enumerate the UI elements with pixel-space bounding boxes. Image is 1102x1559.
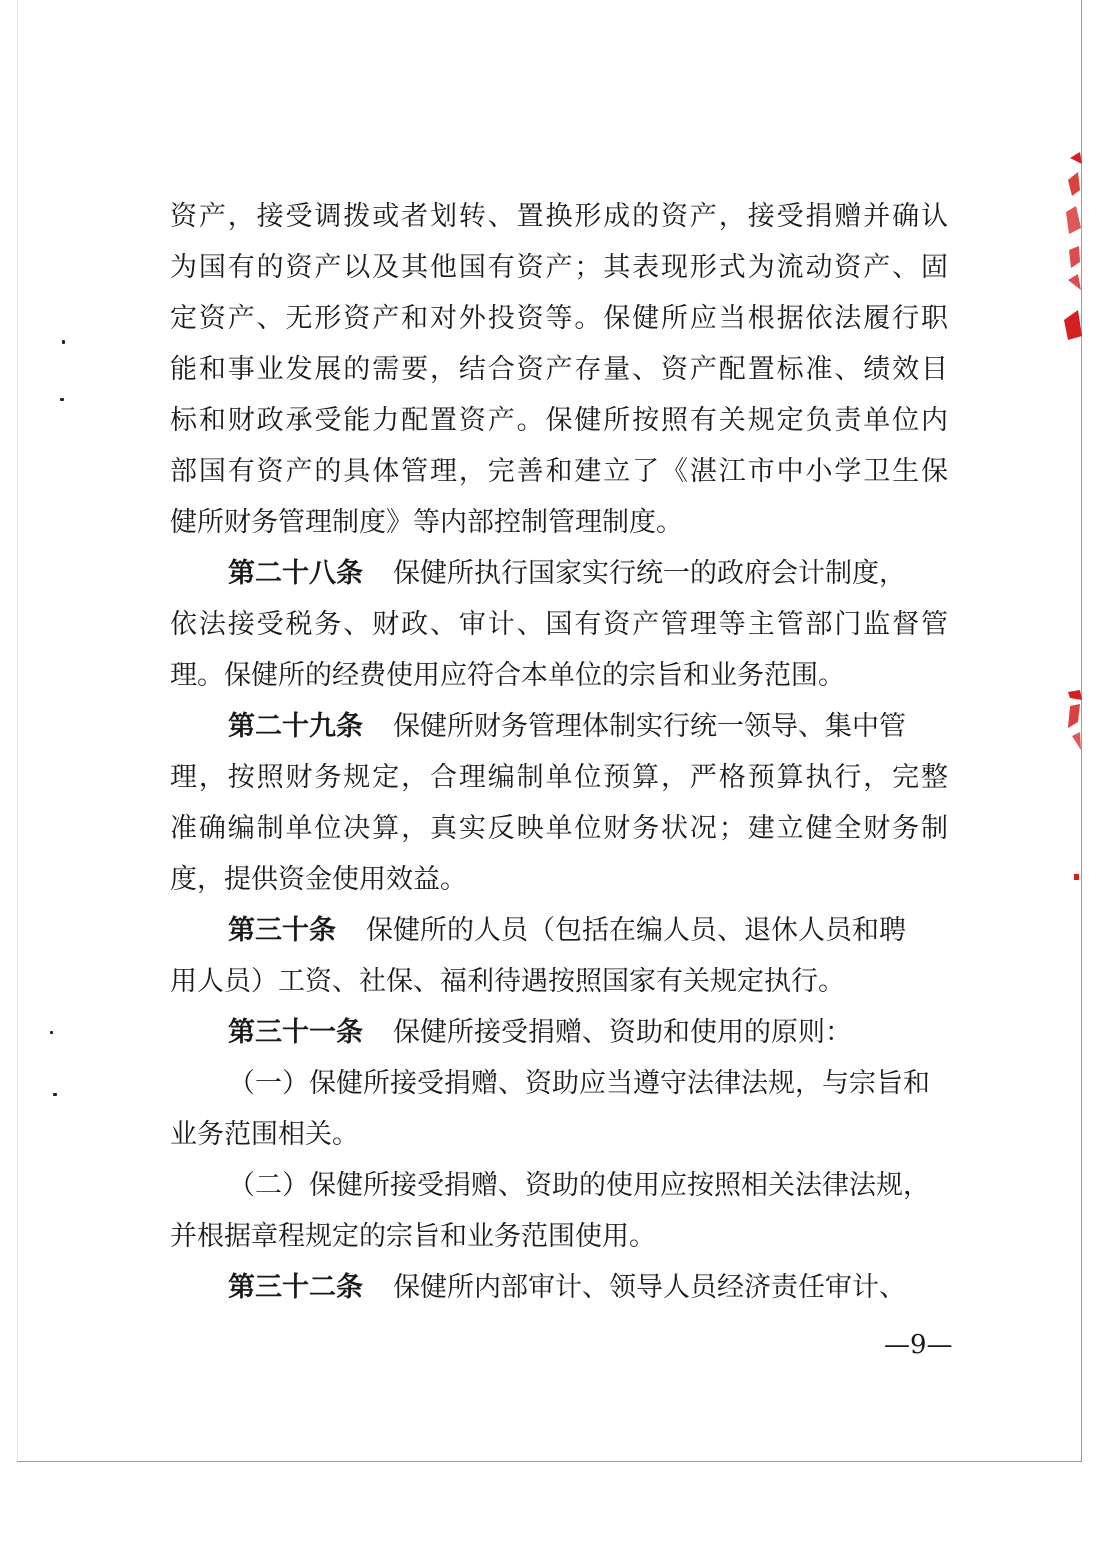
article-31-first-line <box>228 1016 852 1050</box>
body-line: 理。保健所的经费使用应符合本单位的宗旨和业务范围。 <box>170 660 845 691</box>
body-line: 为国有的资产以及其他国有资产；其表现形式为流动资产、固 <box>170 252 948 283</box>
article-29-text: 保健所财务管理体制实行统一领导、集中管 <box>393 711 906 742</box>
list-item-2: （二）保健所接受捐赠、资助的使用应按照相关法律法规， <box>228 1170 930 1201</box>
article-32-text: 保健所内部审计、领导人员经济责任审计、 <box>393 1272 906 1303</box>
seal-stamp-fragment-icon <box>1062 688 1084 760</box>
body-line: 理，按照财务规定，合理编制单位预算，严格预算执行，完整 <box>170 762 948 793</box>
article-30-title: 第三十条 <box>228 915 336 946</box>
list-item-2-continued: 并根据章程规定的宗旨和业务范围使用。 <box>170 1221 656 1252</box>
article-29-first-line <box>228 710 906 744</box>
article-31-text: 保健所接受捐赠、资助和使用的原则： <box>393 1017 852 1048</box>
page-number: —9— <box>884 1330 953 1360</box>
body-line: 依法接受税务、财政、审计、国有资产管理等主管部门监督管 <box>170 609 948 640</box>
seal-stamp-fragment-icon <box>1060 150 1084 350</box>
article-30-text: 保健所的人员（包括在编人员、退休人员和聘 <box>366 915 906 946</box>
body-line: 部国有资产的具体管理，完善和建立了《湛江市中小学卫生保 <box>170 456 948 487</box>
body-line: 准确编制单位决算，真实反映单位财务状况；建立健全财务制 <box>170 813 948 844</box>
body-line: 健所财务管理制度》等内部控制管理制度。 <box>170 507 683 538</box>
body-line: 资产，接受调拨或者划转、置换形成的资产，接受捐赠并确认 <box>170 201 948 232</box>
article-28-title: 第二十八条 <box>228 558 363 589</box>
scan-speck <box>50 1031 53 1034</box>
scan-speck <box>60 398 64 401</box>
article-32-title: 第三十二条 <box>228 1272 363 1303</box>
article-28-first-line <box>228 557 906 591</box>
article-32-first-line <box>228 1271 906 1305</box>
article-28-text: 保健所执行国家实行统一的政府会计制度， <box>393 558 906 589</box>
body-line: 定资产、无形资产和对外投资等。保健所应当根据依法履行职 <box>170 303 948 334</box>
body-line: 用人员）工资、社保、福利待遇按照国家有关规定执行。 <box>170 966 845 997</box>
body-line: 度，提供资金使用效益。 <box>170 864 467 895</box>
article-30-first-line <box>228 914 906 948</box>
scan-bottom-edge <box>17 1461 1082 1462</box>
scan-speck <box>53 1093 57 1096</box>
article-29-title: 第二十九条 <box>228 711 363 742</box>
seal-stamp-dot <box>1074 874 1079 880</box>
scan-speck <box>62 340 65 344</box>
article-31-title: 第三十一条 <box>228 1017 363 1048</box>
body-line: 能和事业发展的需要，结合资产存量、资产配置标准、绩效目 <box>170 354 948 385</box>
scan-left-edge <box>17 0 18 1462</box>
list-item-1-continued: 业务范围相关。 <box>170 1119 359 1150</box>
body-line: 标和财政承受能力配置资产。保健所按照有关规定负责单位内 <box>170 405 948 436</box>
list-item-1: （一）保健所接受捐赠、资助应当遵守法律法规，与宗旨和 <box>228 1068 930 1099</box>
